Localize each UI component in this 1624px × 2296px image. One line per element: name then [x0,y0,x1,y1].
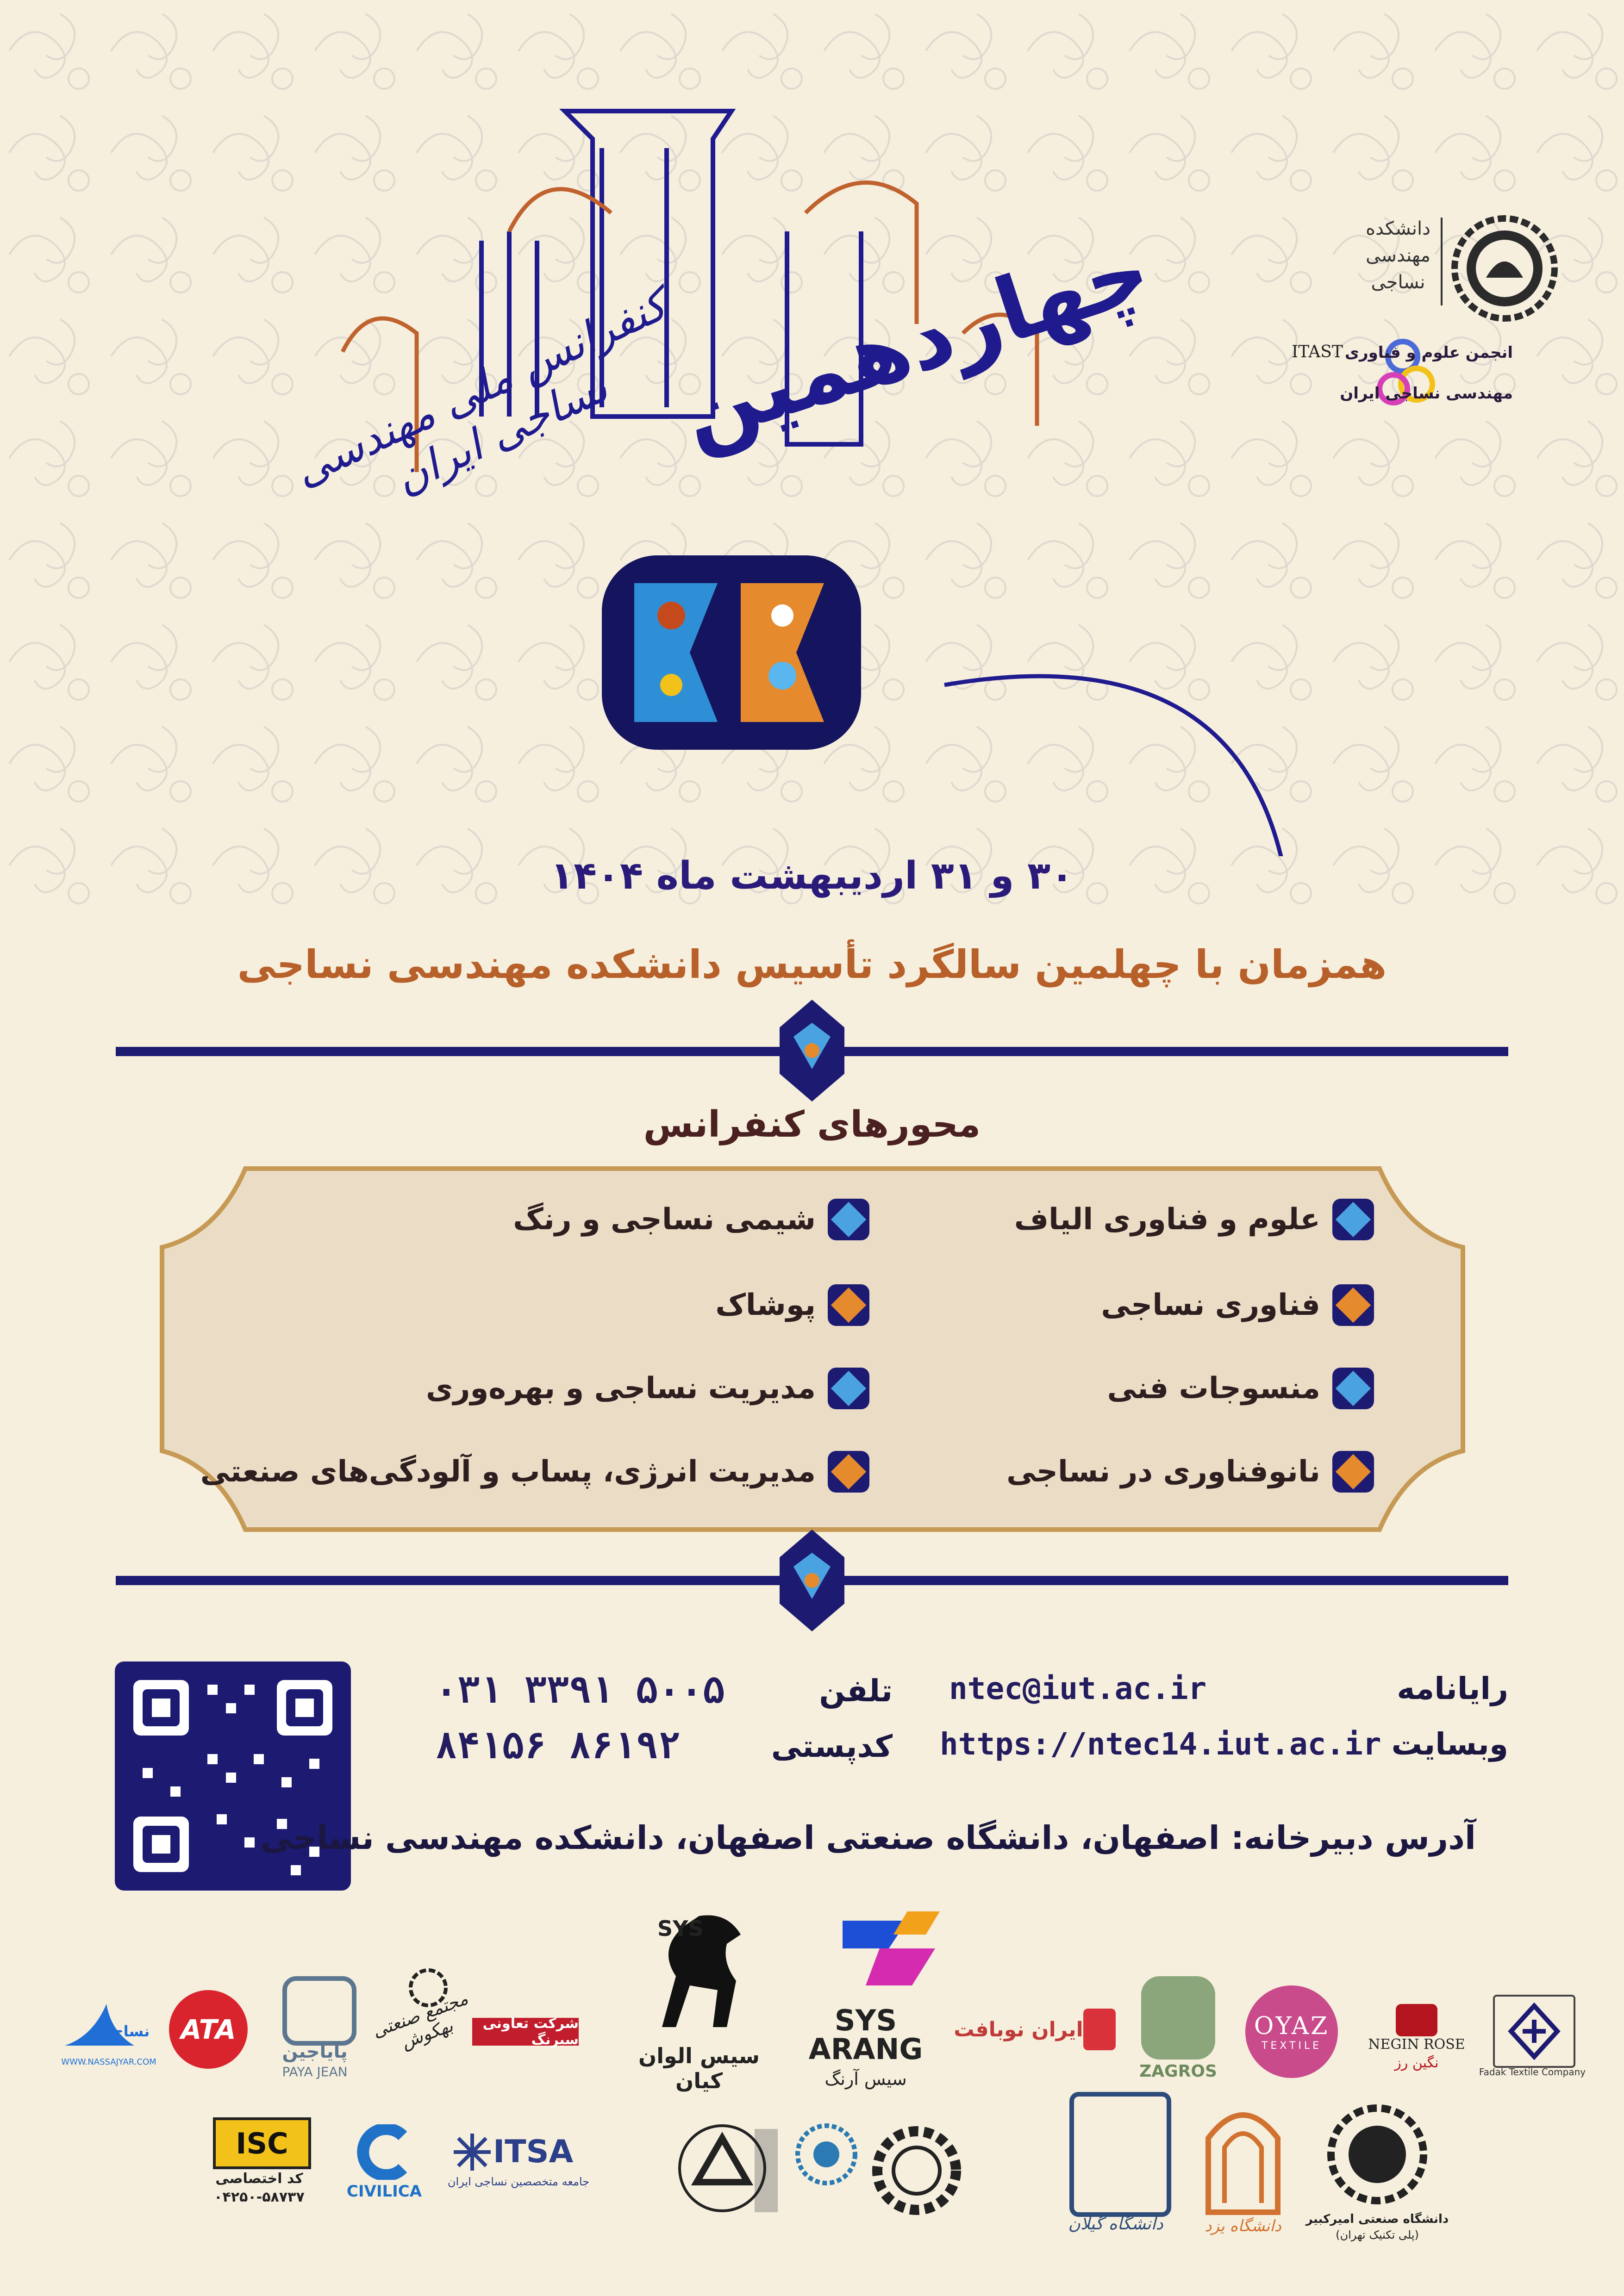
fadak-name: Fadak Textile Company [1479,2066,1586,2078]
itsa-fa: جامعه متخصصین نساجی ایران [447,2175,590,2188]
secretariat-address: آدرس دبیرخانه: اصفهان، دانشگاه صنعتی اصفهان، دانشکده مهندسی نساجی [260,1819,1476,1857]
civilica-name: CIVILICA [346,2182,422,2201]
oyaz-logo [1245,1985,1338,2078]
zagros-icon [1141,1976,1215,2060]
itast-line-2: مهندسی نساجی ایران [1340,384,1513,403]
topic-label: مدیریت انرژی، پساب و آلودگی‌های صنعتی [200,1455,816,1489]
topic-nanotech [1006,1451,1374,1493]
sys-alvan-kian: سیس الوان کیان [638,2043,760,2093]
topic-label: منسوجات فنی [1107,1371,1320,1406]
tile-icon [828,1284,869,1326]
website-link[interactable]: https://ntec14.iut.ac.ir [940,1726,1381,1762]
phone-number: ۰۳۱ ۳۳۹۱ ۵۰۰۵ [435,1668,725,1711]
paya-jean-icon [282,1976,356,2046]
tile-icon [828,1451,869,1493]
textile-association-icon [676,2120,768,2217]
tile-icon [828,1368,869,1409]
oyaz-name: OYAZ [1254,2012,1330,2040]
isc-logo: ISC [213,2117,311,2169]
tile-icon [1332,1451,1374,1493]
association-logo-icon [792,2120,861,2189]
faculty-line-3: نساجی [1371,272,1425,293]
yazd-logo-icon [1199,2092,1287,2217]
isc-code-label: کد اختصاصی [215,2171,303,2187]
amirkabir-logo-icon [1324,2101,1430,2208]
topic-clothing [715,1284,869,1326]
tile-icon [1332,1368,1374,1409]
itast-line-1: انجمن علوم و فناوری [1344,343,1513,362]
amirkabir-sub: (پلی تکنیک تهران) [1336,2228,1419,2241]
oyaz-sub: TEXTILE [1261,2040,1322,2052]
civilica-icon [352,2124,417,2180]
sys-arang-name: SYS ARANG [808,2004,923,2066]
axes-heading: محورهای کنفرانس [643,1104,981,1145]
tile-icon [1332,1199,1374,1240]
sys-arang-fa: سیس آرنگ [824,2069,907,2089]
zagros-name: ZAGROS [1139,2062,1217,2081]
sys-arang-logo-icon [815,1902,949,2009]
topic-label: نانوفناوری در نساجی [1006,1455,1320,1489]
ornament-icon [780,1000,844,1101]
topic-label: علوم و فناوری الیاف [1014,1202,1320,1237]
isc-code: ۰۴۲۵۰-۵۸۷۳۷ [214,2189,305,2205]
faculty-line-1: دانشکده [1366,218,1430,239]
topic-textile-tech [1101,1284,1374,1326]
divider [1441,218,1443,305]
negin-rose-icon [1396,2004,1437,2036]
topic-label: فناوری نساجی [1101,1288,1320,1322]
faculty-name [1343,215,1454,296]
conference-name: کنفرانس ملی مهندسی نساجی ایران [286,280,674,504]
nasajyar-url: WWW.NASSAJYAR.COM [61,2057,156,2067]
iut-seal-icon [1449,213,1560,324]
negin-rose-fa: نگین رز [1394,2055,1439,2071]
behkoosh-name: مجتمع صنعتی بهکوش [369,1988,471,2053]
email-link[interactable]: ntec@iut.ac.ir [949,1671,1207,1706]
topic-label: شیمی نساجی و رنگ [513,1202,816,1237]
postal-label: کدپستی [771,1729,893,1764]
itsa-pattern-icon [454,2134,491,2171]
conference-ordinal: چهاردهمین [668,218,1162,466]
topic-label: پوشاک [715,1288,816,1322]
phone-label: تلفن [819,1673,893,1709]
topic-management [426,1368,869,1409]
sys-name: SYS [657,1916,704,1941]
topic-energy [200,1451,869,1493]
paya-jean-en: PAYA JEAN [282,2064,348,2079]
fadak-logo-icon [1493,1995,1575,2068]
topic-chemistry [513,1199,869,1240]
guilan-name: دانشگاه گیلان [1068,2215,1163,2234]
guilan-logo-icon [1069,2092,1171,2217]
website-label: وبسایت [1391,1726,1508,1762]
topic-fibers [1014,1199,1374,1240]
iran-novbaft-name: ایران نوبافت [954,2018,1083,2041]
email-label: رایانامه [1397,1671,1508,1706]
tile-icon [1332,1284,1374,1326]
conference-date: ۳۰ و ۳۱ اردیبهشت ماه ۱۴۰۴ [550,854,1074,898]
ata-logo: ATA [169,1990,248,2069]
paya-jean-fa: پایاجین [282,2041,348,2062]
amirkabir-name: دانشگاه صنعتی امیرکبیر [1305,2212,1449,2226]
itsa-name: ITSA [493,2134,574,2170]
faculty-line-2: مهندسی [1366,245,1430,266]
topic-technical-textiles [1107,1368,1374,1409]
spool-icon [1083,2009,1116,2050]
tile-icon [828,1199,869,1240]
sirang-name: شرکت تعاونی سیرنگ [472,2018,579,2046]
nasajyar-name: نساج یار [88,2022,150,2040]
negin-rose-name: NEGIN ROSE [1368,2036,1465,2053]
ornament-icon [780,1530,844,1631]
gear-handshake-icon [870,2124,963,2217]
anniversary-text: همزمان با چهلمین سالگرد تأسیس دانشکده مهندسی نساجی [237,942,1387,987]
itast-abbr: ITAST [1292,342,1343,361]
topic-label: مدیریت نساجی و بهره‌وری [425,1371,816,1406]
yazd-name: دانشگاه یزد [1205,2217,1281,2235]
postal-code: ۸۴۱۵۶ ۸۶۱۹۲ [435,1724,681,1767]
